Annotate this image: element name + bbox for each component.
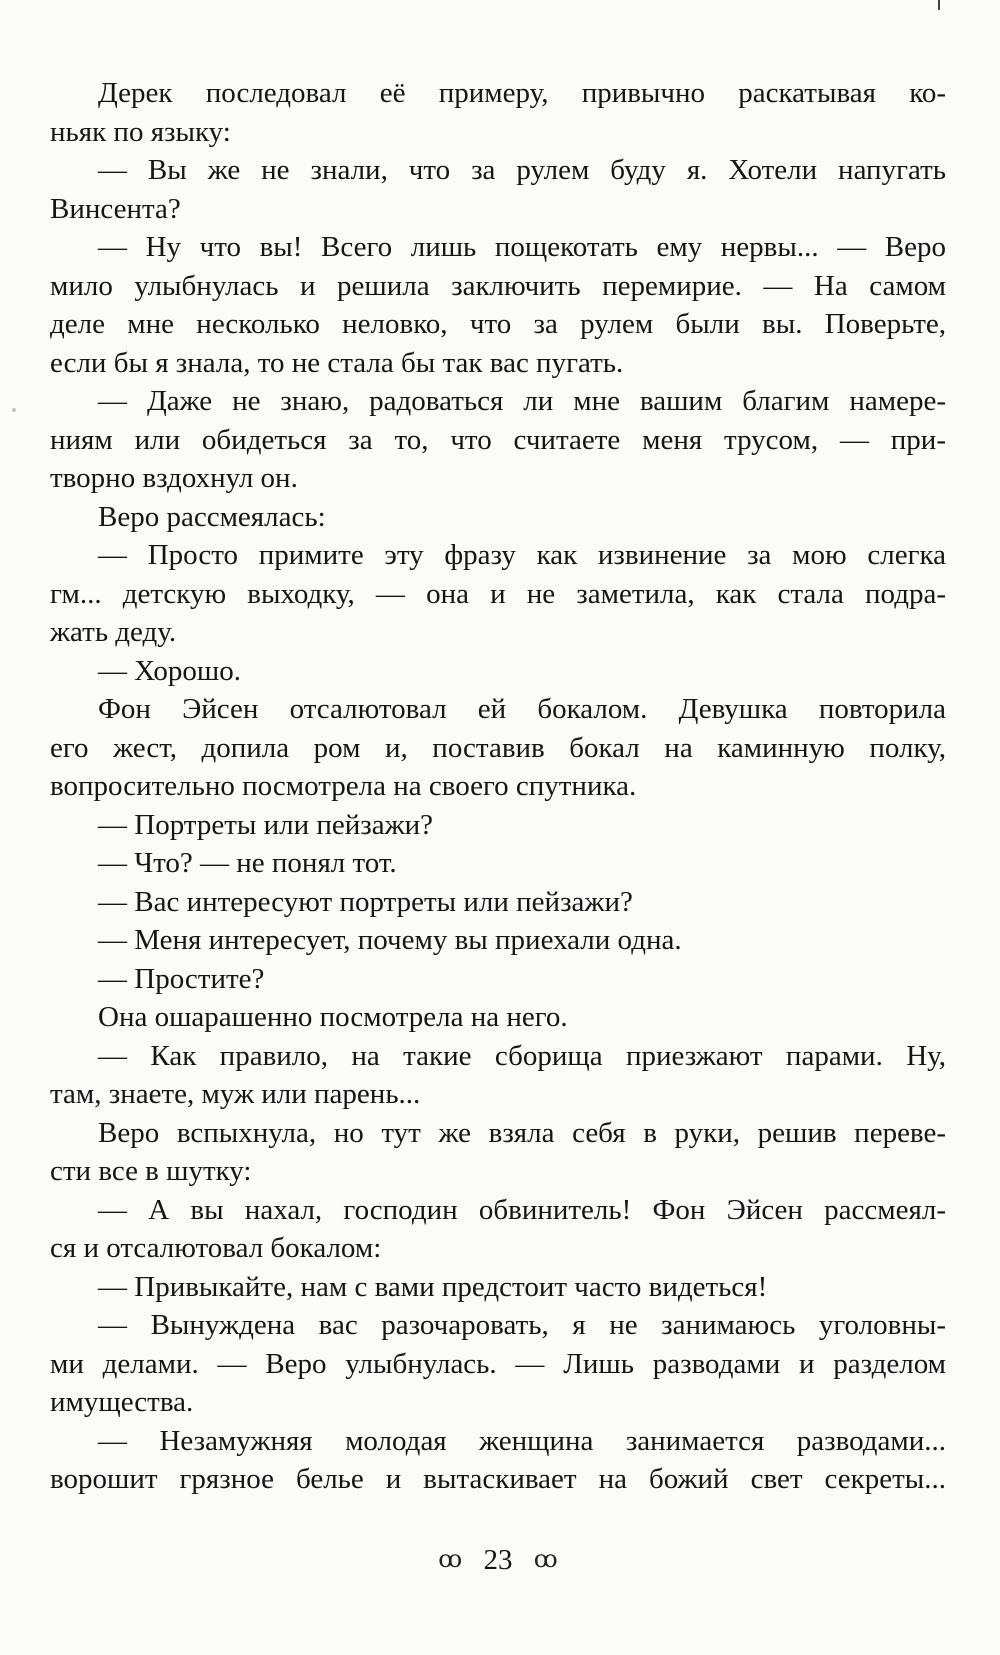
page-footer <box>50 1540 946 1578</box>
text-line: — Вынуждена вас разочаровать, я не занимаюсь уголовны- <box>98 1309 946 1341</box>
text-line: Веро вспыхнула, но тут же взяла себя в руки, решив переве- <box>98 1116 946 1149</box>
text-line: — Привыкайте, нам с вами предстоит часто видеться! <box>98 1270 768 1303</box>
page-number: 23 <box>483 1544 513 1577</box>
text-line: Винсента? <box>50 192 181 225</box>
text-line: — Что? — не понял тот. <box>98 847 397 879</box>
text-line: — Меня интересует, почему вы приехали одна. <box>98 924 682 956</box>
text-line: — А вы нахал, господин обвинитель! Фон Эйсен рассмеял- <box>98 1193 946 1226</box>
text-line: — Портреты или пейзажи? <box>98 808 434 841</box>
text-line: — Вас интересуют портреты или пейзажи? <box>98 885 633 918</box>
ornament-left-icon: ꝏ <box>438 1547 463 1574</box>
text-line: ворошит грязное белье и вытаскивает на божий свет секреты... <box>50 1463 946 1495</box>
text-line: мило улыбнулась и решила заключить перемирие. — На самом <box>50 269 946 302</box>
text-line: там, знаете, муж или парень... <box>50 1078 421 1110</box>
text-line: вопросительно посмотрела на своего спутника. <box>50 770 637 802</box>
text-line: ми делами. — Веро улыбнулась. — Лишь разводами и разделом <box>50 1347 946 1380</box>
text-line: — Незамужняя молодая женщина занимается разводами... <box>98 1424 946 1457</box>
text-line: гм... детскую выходку, — она и не заметила, как стала подра- <box>50 577 946 610</box>
text-line: творно вздохнул он. <box>50 462 298 494</box>
text-line: Она ошарашенно посмотрела на него. <box>98 1001 568 1033</box>
text-line: — Ну что вы! Всего лишь пощекотать ему нервы... — Веро <box>98 231 946 263</box>
page-edge-mark <box>938 0 940 10</box>
text-line: — Просто примите эту фразу как извинение за мою слегка <box>98 539 946 571</box>
book-page <box>50 74 946 1634</box>
page-text-block <box>50 74 946 1499</box>
text-line: его жест, допила ром и, поставив бокал на каминную полку, <box>50 731 946 764</box>
text-line: — Простите? <box>98 962 265 995</box>
text-line: — Как правило, на такие сборища приезжают парами. Ну, <box>98 1039 946 1072</box>
text-line: деле мне несколько неловко, что за рулем были вы. Поверьте, <box>50 308 946 340</box>
text-line: — Вы же не знали, что за рулем буду я. Хотели напугать <box>98 154 946 186</box>
text-line: сти все в шутку: <box>50 1155 252 1187</box>
text-line: жать деду. <box>50 616 177 648</box>
text-line: ниям или обидеться за то, что считаете меня трусом, — при- <box>50 423 946 456</box>
text-line: — Даже не знаю, радоваться ли мне вашим благим намере- <box>98 385 946 417</box>
margin-speck <box>12 408 16 412</box>
text-line: Дерек последовал её примеру, привычно раскатывая ко- <box>98 77 946 109</box>
text-line: Веро рассмеялась: <box>98 500 326 533</box>
text-line: ньяк по языку: <box>50 115 231 148</box>
text-line: ся и отсалютовал бокалом: <box>50 1232 382 1264</box>
text-line: имущества. <box>50 1386 194 1418</box>
ornament-right-icon: ꝏ <box>533 1547 558 1574</box>
text-line: если бы я знала, то не стала бы так вас пугать. <box>50 346 624 379</box>
text-line: Фон Эйсен отсалютовал ей бокалом. Девушка повторила <box>98 693 946 725</box>
text-line: — Хорошо. <box>98 654 241 687</box>
